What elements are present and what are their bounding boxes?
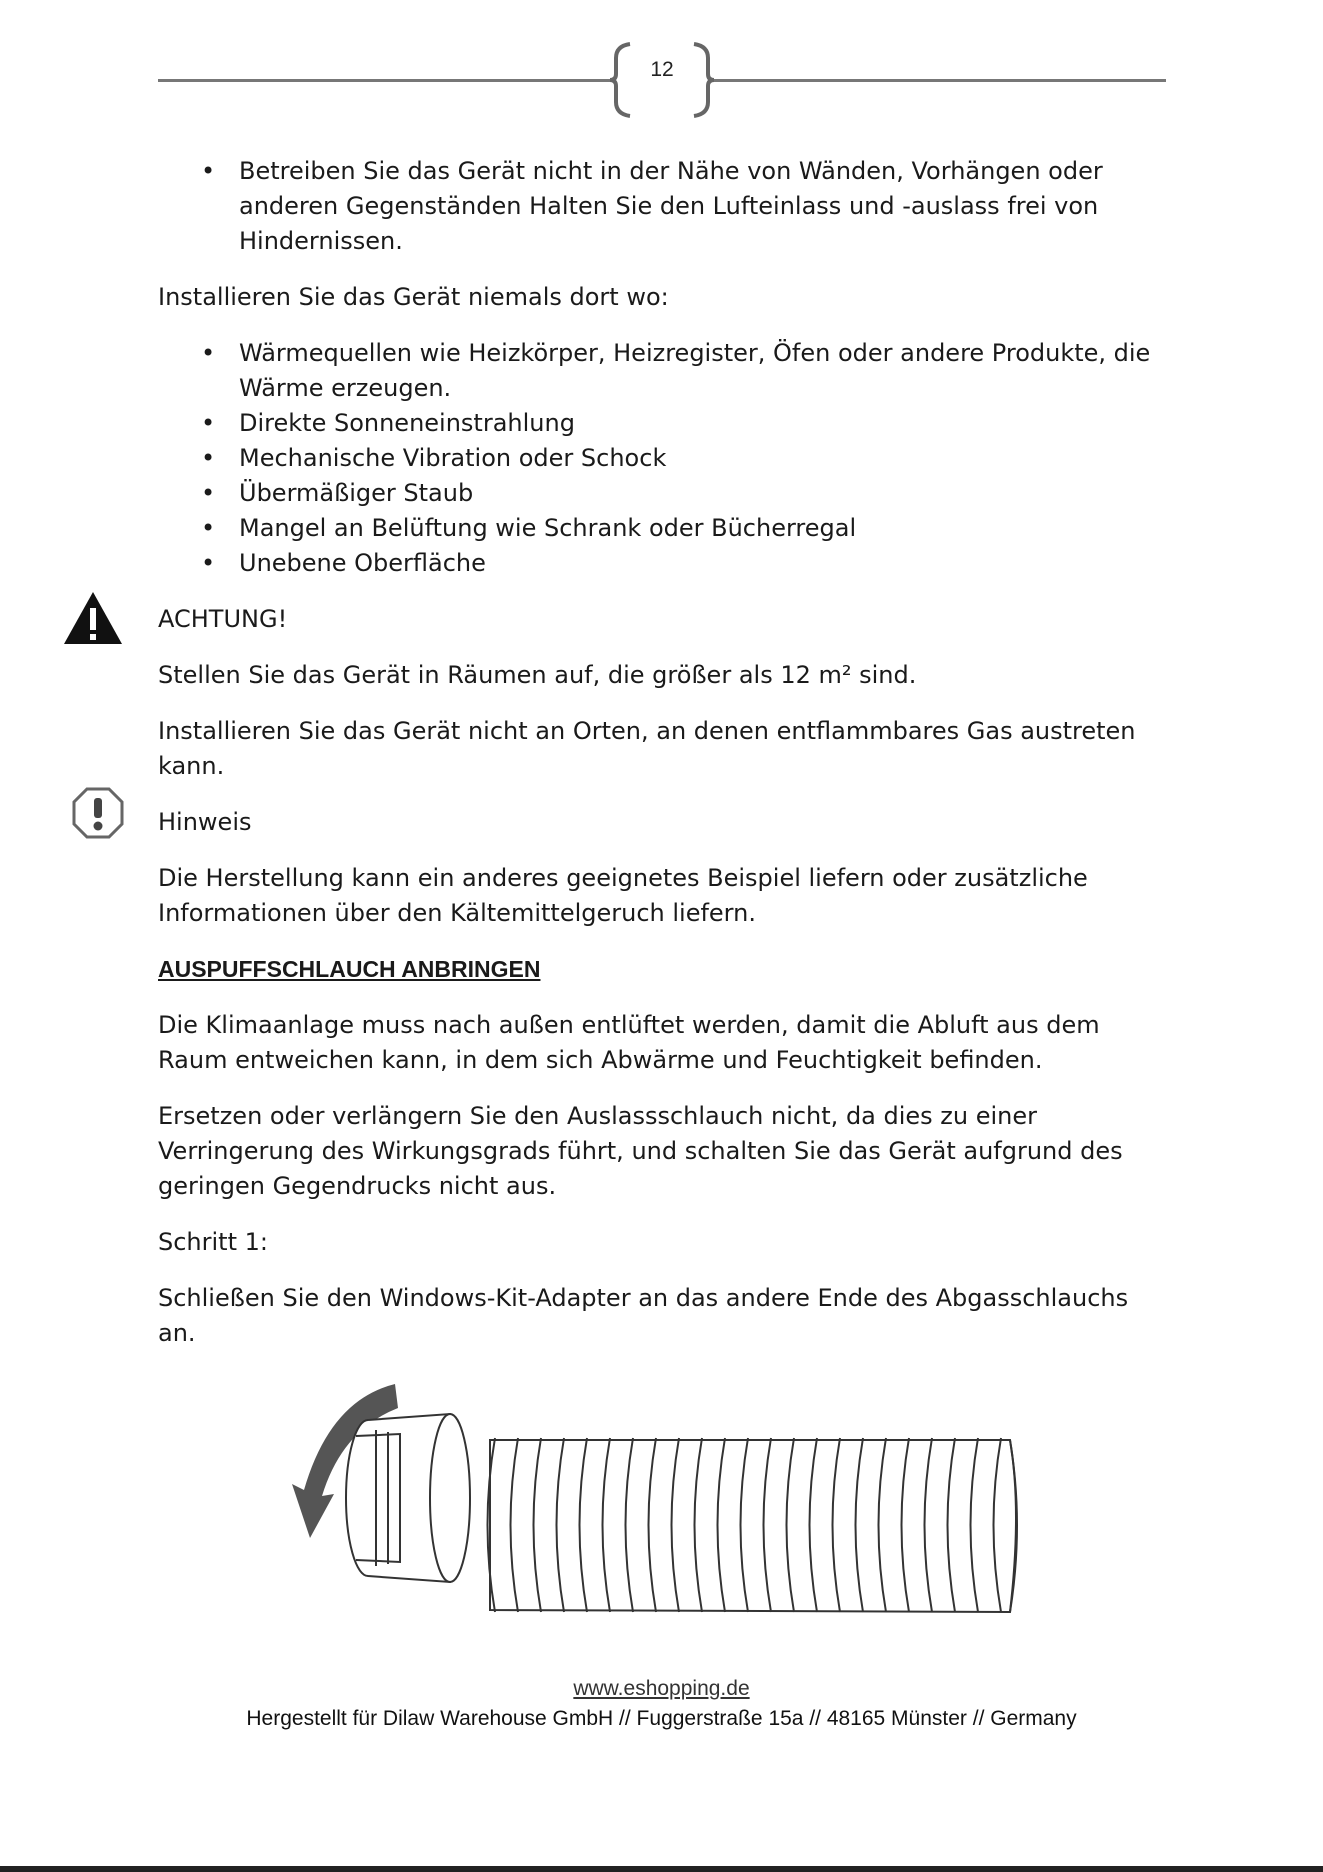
list-item: • Betreiben Sie das Gerät nicht in der Nähe von Wänden, Vorhängen oder anderen Gegenständen Halten Sie den Lufteinlass und -auslass frei von Hindernissen. xyxy=(239,154,1170,259)
section-heading: AUSPUFFSCHLAUCH ANBRINGEN xyxy=(158,956,541,982)
step-text: Schließen Sie den Windows-Kit-Adapter an das andere Ende des Abgasschlauchs an. xyxy=(158,1284,1129,1347)
list-item: • Mechanische Vibration oder Schock xyxy=(239,441,1170,476)
main-content xyxy=(158,154,1170,1372)
install-never-list xyxy=(158,336,1170,581)
warning-line: Stellen Sie das Gerät in Räumen auf, die größer als 12 m² sind. xyxy=(158,661,917,689)
install-never-intro: Installieren Sie das Gerät niemals dort wo: xyxy=(158,283,669,311)
header-rule-left xyxy=(158,79,610,82)
section-paragraph: Die Klimaanlage muss nach außen entlüftet werden, damit die Abluft aus dem Raum entweichen kann, in dem sich Abwärme und Feuchtigkeit befinden. xyxy=(158,1011,1100,1074)
section-paragraph: Ersetzen oder verlängern Sie den Auslassschlauch nicht, da dies zu einer Verringerung des Wirkungsgrads führt, und schalten Sie das Gerät aufgrund des geringen Gegendrucks nicht aus. xyxy=(158,1102,1123,1200)
warning-triangle-icon xyxy=(62,590,124,646)
header-rule-right xyxy=(714,79,1166,82)
footer-address: Hergestellt für Dilaw Warehouse GmbH // Fuggerstraße 15a // 48165 Münster // Germany xyxy=(246,1707,1077,1730)
notice-text: Die Herstellung kann ein anderes geeignetes Beispiel liefern oder zusätzliche Informationen über den Kältemittelgeruch liefern. xyxy=(158,864,1088,927)
exclamation-octagon-icon xyxy=(71,786,125,840)
exhaust-hose-illustration xyxy=(290,1380,1030,1620)
footer-url-link[interactable]: www.eshopping.de xyxy=(573,1677,750,1700)
list-item: • Direkte Sonneneinstrahlung xyxy=(239,406,1170,441)
list-item: • Unebene Oberfläche xyxy=(239,546,1170,581)
step-label: Schritt 1: xyxy=(158,1228,268,1256)
warning-line: Installieren Sie das Gerät nicht an Orten, an denen entflammbares Gas austreten kann. xyxy=(158,717,1136,780)
warning-title: ACHTUNG! xyxy=(158,605,288,633)
page-number: 12 xyxy=(650,58,674,81)
notice-title: Hinweis xyxy=(158,808,252,836)
hose-body xyxy=(490,1440,1016,1612)
page-header xyxy=(158,40,1166,120)
list-item: • Übermäßiger Staub xyxy=(239,476,1170,511)
bottom-edge-bar xyxy=(0,1866,1323,1872)
bullet-list-top xyxy=(158,154,1170,259)
list-item: • Mangel an Belüftung wie Schrank oder Bücherregal xyxy=(239,511,1170,546)
page-footer xyxy=(0,1674,1323,1734)
list-item: • Wärmequellen wie Heizkörper, Heizregister, Öfen oder andere Produkte, die Wärme erzeugen. xyxy=(239,336,1170,406)
window-adapter xyxy=(346,1414,470,1582)
